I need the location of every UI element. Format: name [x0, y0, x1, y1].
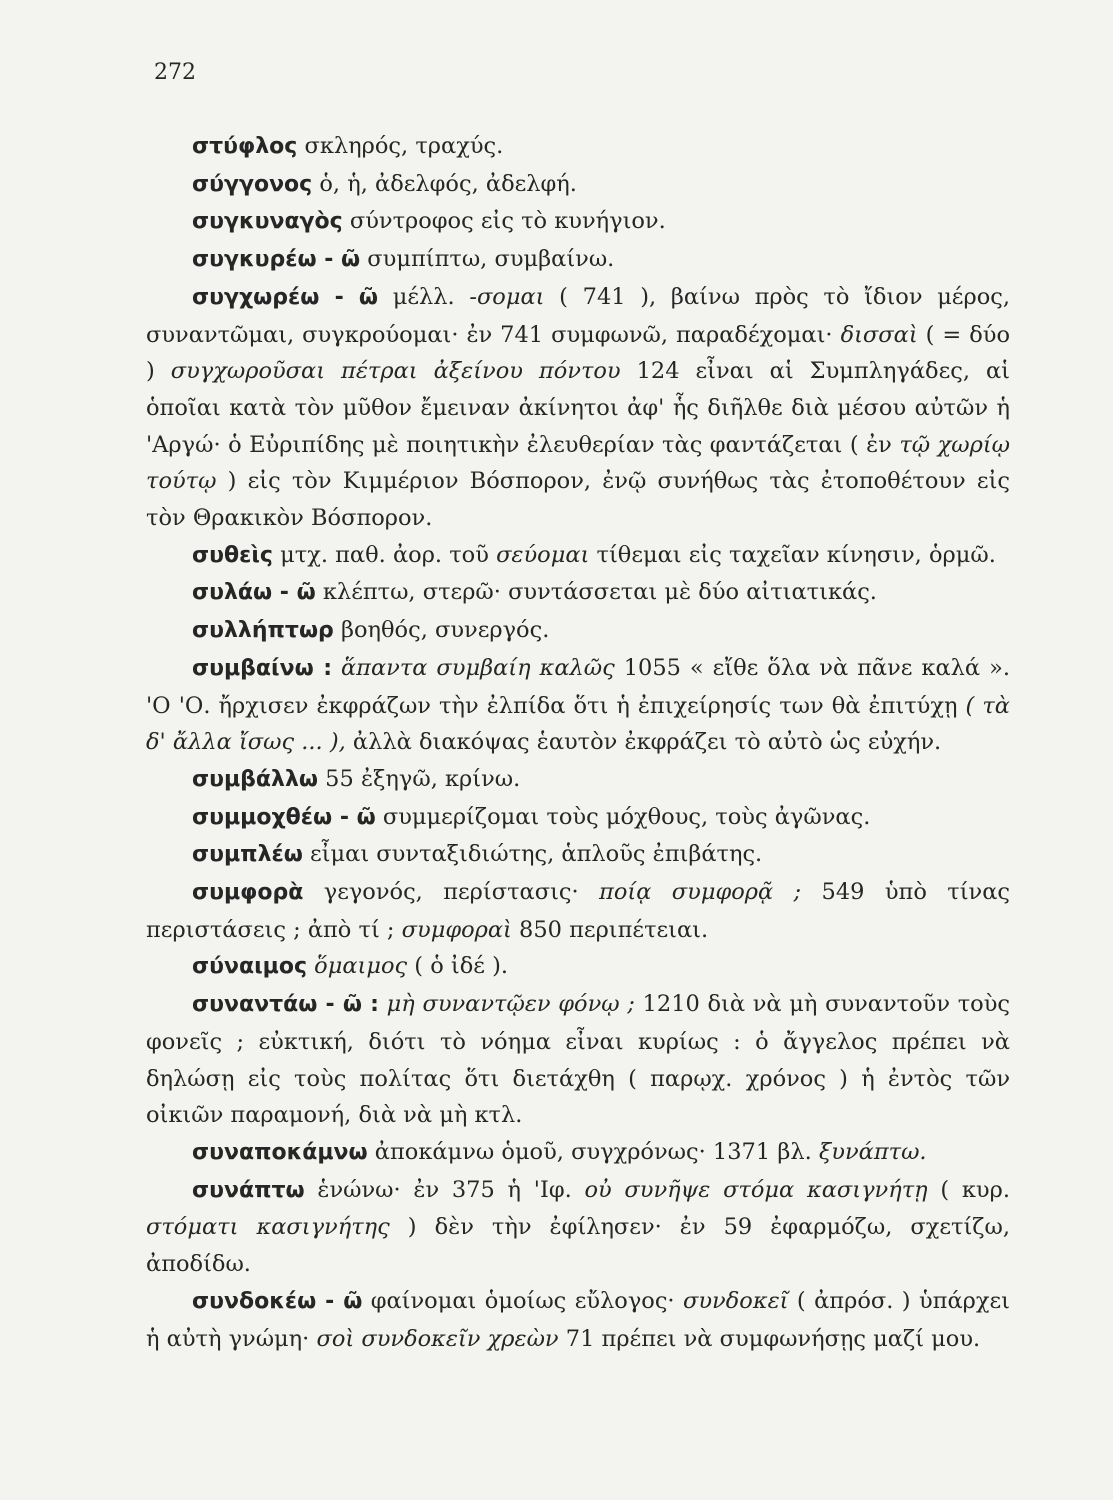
italic-citation: -σομαι — [469, 283, 545, 310]
headword: συμβάλλω — [192, 766, 319, 792]
dictionary-entry — [146, 948, 1010, 986]
headword: συμβαίνω : — [192, 655, 332, 681]
definition-text: σύντροφος εἰς τὸ κυνήγιον. — [342, 208, 666, 235]
italic-citation: μὴ συναντῷεν φόνῳ ; — [386, 991, 635, 1018]
page-number: 272 — [154, 60, 196, 85]
headword: συναποκάμνω — [192, 1139, 368, 1165]
entry-list — [146, 128, 1010, 1357]
definition-text: ( ἀπρόσ. ) ὑπάρχει ἡ αὐτὴ γνώμη· — [146, 1287, 1010, 1352]
definition-text: συμμερίζομαι τοὺς μόχθους, τοὺς ἀγῶνας. — [375, 803, 871, 830]
definition-text: 850 περιπέτειαι. — [511, 916, 709, 943]
dictionary-entry — [146, 1172, 1010, 1283]
headword: συγκυναγὸς — [192, 209, 343, 235]
dictionary-entry — [146, 574, 1010, 612]
italic-citation: ὅμαιμος — [314, 953, 408, 980]
definition-text: συμπίπτω, συμβαίνω. — [360, 246, 615, 273]
headword: στύφλος — [192, 134, 298, 159]
italic-citation: σεύομαι — [496, 541, 590, 568]
definition-text: ( 741 ), βαίνω πρὸς τὸ ἴδιον μέρος, συναντῶμαι, συγκρούομαι· ἐν 741 συμφωνῶ, παραδέχομαι· — [146, 283, 1010, 348]
definition-text: 71 πρέπει νὰ συμφωνήσῃς μαζί μου. — [558, 1325, 981, 1352]
definition-text: ἑνώνω· ἐν 375 ἡ 'Ιφ. — [304, 1176, 585, 1203]
definition-text: μτχ. παθ. ἀορ. τοῦ — [272, 541, 497, 568]
definition-text: εἶμαι συνταξιδιώτης, ἁπλοῦς ἐπιβάτης. — [302, 841, 763, 868]
italic-citation: συμφοραὶ — [401, 916, 512, 943]
headword: συναντάω - ῶ : — [192, 992, 379, 1018]
italic-citation: ( τὰ δ' ἄλλα ἴσως ... ), — [146, 692, 1010, 756]
dictionary-entry — [146, 203, 1010, 241]
definition-text: ( κυρ. — [927, 1176, 1010, 1203]
dictionary-entry — [146, 799, 1010, 837]
italic-citation: ξυνάπτω. — [818, 1138, 927, 1165]
italic-citation: ἅπαντα συμβαίη καλῶς — [340, 654, 615, 681]
italic-citation: οὐ συνῆψε στόμα κασιγνήτῃ — [584, 1176, 928, 1203]
italic-citation: ποίᾳ συμφορᾷ ; — [599, 879, 802, 906]
definition-text: 55 ἐξηγῶ, κρίνω. — [318, 765, 521, 792]
headword: συλάω - ῶ — [192, 580, 316, 606]
dictionary-entry — [146, 279, 1010, 537]
dictionary-entry — [146, 128, 1010, 166]
definition-text: 1055 « εἴθε ὅλα νὰ πᾶνε καλά ». 'Ο 'Ο. ἤρχισεν ἐκφράζων τὴν ἐλπίδα ὅτι ἡ ἐπιχείρησίς των θὰ ἐπιτύχῃ — [146, 654, 1010, 719]
italic-citation: σοὶ συνδοκεῖν χρεὼν — [316, 1325, 559, 1352]
definition-text: μέλλ. — [378, 283, 470, 310]
definition-text: ( = δύο ) — [146, 321, 1010, 385]
headword: συμπλέω — [192, 842, 303, 868]
definition-text: 1210 διὰ νὰ μὴ συναντοῦν τοὺς φονεῖς ; εὐκτική, διότι τὸ νόημα εἶναι κυρίως : ὁ ἄγγελος πρέπει νὰ δηλώσῃ εἰς τοὺς πολίτας ὅτι διετάχθη ( παρῳχ. χρόνος ) ἡ ἐντὸς τῶν οἰκιῶν παραμονή, διὰ νὰ μὴ κτλ. — [146, 991, 1010, 1129]
dictionary-entry — [146, 537, 1010, 575]
dictionary-entry — [146, 761, 1010, 799]
definition-text: φαίνομαι ὁμοίως εὔλογος· — [362, 1287, 684, 1314]
headword: συλλήπτωρ — [192, 618, 334, 644]
headword: συμφορὰ — [192, 880, 304, 906]
definition-text: σκληρός, τραχύς. — [297, 133, 504, 159]
definition-text: ἀλλὰ διακόψας ἑαυτὸν ἐκφράζει τὸ αὐτὸ ὡς εὐχήν. — [345, 729, 942, 756]
definition-text: ) δὲν τὴν ἐφίλησεν· ἐν 59 ἐφαρμόζω, σχετίζω, ἀποδίδω. — [146, 1214, 1010, 1278]
italic-citation: δισσαὶ — [840, 321, 918, 348]
dictionary-entry — [146, 166, 1010, 204]
headword: συθεὶς — [192, 542, 273, 568]
headword: συνδοκέω - ῶ — [192, 1288, 363, 1314]
dictionary-entry — [146, 650, 1010, 761]
dictionary-entry — [146, 986, 1010, 1134]
headword: συμμοχθέω - ῶ — [192, 804, 376, 830]
definition-text: 549 ὑπὸ τίνας περιστάσεις ; ἀπὸ τί ; — [146, 879, 1010, 943]
dictionary-entry — [146, 836, 1010, 874]
definition-text: ) εἰς τὸν Κιμμέριον Βόσπορον, ἐνῷ συνήθως τὰς ἐτοποθέτουν εἰς τὸν Θρακικὸν Βόσπορον. — [146, 468, 1010, 532]
italic-citation: συνδοκεῖ — [683, 1287, 789, 1314]
definition-text: βοηθός, συνεργός. — [333, 617, 550, 644]
headword: συγκυρέω - ῶ — [192, 247, 361, 273]
headword: σύγγονος — [192, 171, 313, 197]
definition-text: τίθεμαι εἰς ταχεῖαν κίνησιν, ὁρμῶ. — [589, 541, 996, 568]
definition-text — [332, 655, 341, 681]
dictionary-entry — [146, 1283, 1010, 1357]
definition-text: ἀποκάμνω ὁμοῦ, συγχρόνως· 1371 βλ. — [367, 1138, 819, 1165]
italic-citation: τῷ χωρίῳ τούτῳ — [146, 431, 1010, 495]
italic-citation: συγχωροῦσαι πέτραι ἀξείνου πόντου — [170, 358, 621, 385]
dictionary-entry — [146, 1134, 1010, 1172]
italic-citation: στόματι κασιγνήτης — [146, 1214, 390, 1241]
definition-text: ( ὁ ἰδέ ). — [407, 953, 509, 980]
definition-text: 124 εἶναι αἱ Συμπληγάδες, αἱ ὁποῖαι κατὰ τὸν μῦθον ἔμειναν ἀκίνητοι ἀφ' ἧς διῆλθε διὰ μέσου αὐτῶν ἡ 'Αργώ· ὁ Εὐριπίδης μὲ ποιητικὴν ἐλευθερίαν τὰς φαντάζεται ( ἐν — [146, 358, 1011, 458]
definition-text: ὁ, ἡ, ἀδελφός, ἀδελφή. — [312, 170, 577, 197]
headword: σύναιμος — [192, 954, 308, 980]
headword: συνάπτω — [192, 1177, 305, 1203]
definition-text — [379, 991, 387, 1017]
dictionary-entry — [146, 874, 1010, 948]
dictionary-entry — [146, 612, 1010, 650]
dictionary-entry — [146, 241, 1010, 279]
headword: συγχωρέω - ῶ — [192, 284, 379, 310]
definition-text: κλέπτω, στερῶ· συντάσσεται μὲ δύο αἰτιατικάς. — [315, 579, 877, 606]
definition-text: γεγονός, περίστασις· — [303, 879, 600, 906]
